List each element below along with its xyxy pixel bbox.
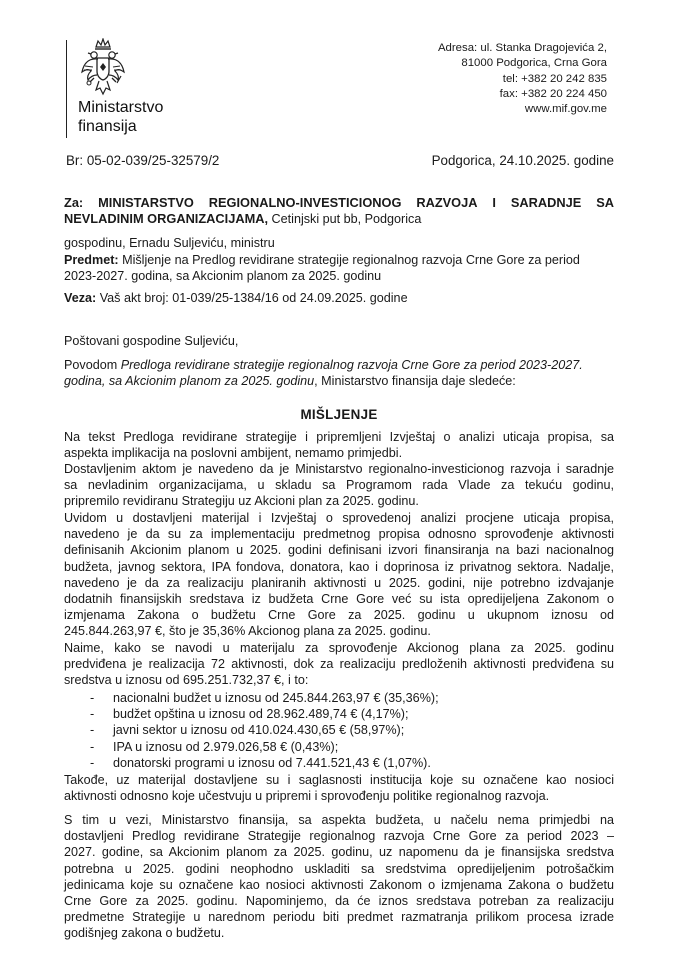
ministry-name <box>78 98 163 136</box>
paragraph-line: aspekta implikacija na poslovni ambijent, nemamo primjedbi. <box>64 446 403 461</box>
funding-item-text: donatorski programi u iznosu od 7.441.521,43 € (1,07%). <box>113 755 431 770</box>
address-phone: tel: +382 20 242 835 <box>502 72 607 85</box>
paragraph-line: sredstva u iznosu od 695.251.732,37 €, i to: <box>64 673 309 688</box>
paragraph-line: navedeno je da za realizaciju planiranih aktivnosti u 2025. godini, nije potrebno izdvajanje <box>64 575 614 590</box>
list-bullet: - <box>90 707 95 722</box>
letter-date: Podgorica, 24.10.2025. godine <box>431 153 614 168</box>
funding-item <box>90 755 610 771</box>
paragraph-line: S tim u vezi, Ministarstvo finansija, sa aspekta budžeta, u načelu nema primjedbi na <box>64 813 614 827</box>
paragraph-no-remarks <box>64 429 614 461</box>
paragraph-line: navedeno je da su za implementaciju predmetnog propisa odnosno sprovođenje aktivnosti <box>64 527 614 542</box>
montenegro-coat-of-arms-icon <box>80 38 126 96</box>
recipient-word: REGIONALNO-INVESTICIONOG <box>208 195 402 210</box>
intro-paragraph <box>64 357 614 389</box>
funding-item-text: budžet opština u iznosu od 28.962.489,74 € (4,17%); <box>113 707 409 722</box>
recipient-address: Cetinjski put bb, Podgorica <box>268 212 422 227</box>
paragraph-line: Naime, kako se navodi u materijalu za sprovođenje Akcionog plana za 2025. godinu <box>64 641 614 655</box>
paragraph-line: predviđena je realizacija 72 aktivnosti, dok za realizaciju predloženih aktivnosti predviđena su <box>64 657 614 672</box>
paragraph-line: Dostavljenim aktom je navedeno da je Ministarstvo regionalno-investicionog razvoja i saradnje <box>64 462 614 476</box>
address-fax: fax: +382 20 224 450 <box>499 87 607 100</box>
paragraph-funding-sources <box>64 510 614 640</box>
reply-to-line <box>64 290 614 306</box>
list-bullet: - <box>90 739 95 754</box>
intro-prefix: Povodom <box>64 358 121 372</box>
letterhead-divider <box>66 40 67 138</box>
reply-to-text: Vaš akt broj: 01-039/25-1384/16 od 24.09.2025. godine <box>96 291 408 305</box>
paragraph-line: predmetne Strategije u narednom periodu biti predmet razmatranja prilikom procesa izrade <box>64 910 614 925</box>
subject-label: Predmet: <box>64 253 119 267</box>
paragraph-line: izmjenama Zakona o budžetu Crne Gore za 2025. godinu u ukupnom iznosu od <box>64 608 614 623</box>
address-street: Adresa: ul. Stanka Dragojevića 2, <box>437 42 607 54</box>
list-bullet: - <box>90 691 95 705</box>
recipient-name-end: NEVLADINIM ORGANIZACIJAMA, <box>64 211 269 227</box>
paragraph-line: Takođe, uz materijal dostavljene su i saglasnosti institucija koje su označene kao nosioci <box>64 773 614 787</box>
ministry-name-line1: Ministarstvo <box>78 99 164 116</box>
intro-document-title: Predloga revidirane strategije regionalnog razvoja Crne Gore za period 2023-2027. <box>120 358 583 372</box>
subject-block <box>64 252 614 284</box>
recipient-word: RAZVOJA <box>416 195 478 210</box>
intro-rest: , Ministarstvo finansija daje sledeće: <box>314 374 516 389</box>
paragraph-line: Uvidom u dostavljeni materijal i Izvještaj o sprovedenoj analizi procjene uticaja propisa, <box>64 511 614 525</box>
paragraph-line: definisanih Akcionim planom u 2025. godini definisani izvori finansiranja na bazi nacionalnog <box>64 543 614 558</box>
paragraph-line: jedinicama koje su označene kao nosioci aktivnosti Zakonom o izmjenama Zakona o budžetu <box>64 877 614 892</box>
paragraph-line: 2027. godine, sa Akcionim planom za 2025. godinu, uz napomenu da je finansijska sredstva <box>64 845 614 860</box>
recipient-word: SA <box>596 195 614 210</box>
funding-item-text: IPA u iznosu od 2.979.026,58 € (0,43%); <box>113 739 339 754</box>
paragraph-submission <box>64 461 614 510</box>
paragraph-conclusion <box>64 812 614 942</box>
salutation: Poštovani gospodine Suljeviću, <box>64 334 239 348</box>
recipient-attention: gospodinu, Ernadu Suljeviću, ministru <box>64 236 275 250</box>
address-website: www.mif.gov.me <box>524 103 607 116</box>
paragraph-line: Crne Gore za 2025. godinu. Napominjemo, da će iznos sredstava potreban za realizaciju <box>64 894 614 909</box>
opinion-heading: MIŠLJENJE <box>300 407 378 422</box>
funding-item <box>90 706 610 722</box>
funding-item <box>90 690 610 706</box>
list-bullet: - <box>90 723 95 738</box>
address-city: 81000 Podgorica, Crna Gora <box>461 57 607 70</box>
paragraph-line: pripremilo revidiranu Strategiju uz Akcioni plan za 2025. godinu. <box>64 494 419 509</box>
paragraph-line: budžeta, javnog sektora, IPA fondova, donatora, kao i doprinosa iz privatnog sektora. Nadalje, <box>64 559 614 574</box>
recipient-word: SARADNJE <box>510 195 582 210</box>
recipient-line2 <box>64 211 614 227</box>
funding-item-text: javni sektor u iznosu od 410.024.430,65 € (58,97%); <box>113 723 405 738</box>
funding-list <box>90 690 610 771</box>
recipient-word: MINISTARSTVO <box>98 195 194 210</box>
funding-item <box>90 722 610 738</box>
paragraph-consents <box>64 772 614 804</box>
intro-document-title-end: godina, sa Akcionim planom za 2025. godinu <box>64 374 315 389</box>
ministry-name-line2: finansija <box>78 118 137 135</box>
intro-line2 <box>64 373 614 389</box>
paragraph-line: aktivnosti odnosno koje učestvuju u pripremi i sprovođenju politike regionalnog razvoja. <box>64 789 550 804</box>
paragraph-line: Na tekst Predloga revidirane strategije i pripremljeni Izvještaj o analizi uticaja propisa, sa <box>64 430 614 444</box>
paragraph-action-plan <box>64 640 614 689</box>
paragraph-line: sa nevladinim organizacijama, u skladu sa Programom rada Vlade za tekuću godinu, <box>64 478 614 493</box>
paragraph-line: dostavljeni Predlog revidirane Strategije regionalnog razvoja Crne Gore za period 2023 – <box>64 829 614 844</box>
recipient-line1 <box>64 195 614 211</box>
subject-line1 <box>64 252 614 268</box>
ministry-address-block <box>438 41 607 117</box>
funding-item <box>90 739 610 755</box>
paragraph-line: dodatnih finansijskih sredstava iz budžeta Crne Gore već su ista opredijeljena Zakonom o <box>64 592 614 607</box>
reply-to-label: Veza: <box>64 291 97 305</box>
reference-number: Br: 05-02-039/25-32579/2 <box>66 153 220 168</box>
subject-text-2: 2023-2027. godina, sa Akcionim planom za 2025. godinu <box>64 269 382 284</box>
funding-item-text: nacionalni budžet u iznosu od 245.844.263,97 € (35,36%); <box>113 691 439 705</box>
recipient-label: Za: <box>64 195 84 210</box>
recipient-word: I <box>492 195 496 210</box>
subject-text-1: Mišljenje na Predlog revidirane strategije regionalnog razvoja Crne Gore za period <box>118 253 580 267</box>
list-bullet: - <box>90 755 95 770</box>
recipient-block <box>64 195 614 227</box>
intro-line1 <box>64 357 614 373</box>
paragraph-line: potrebna u 2025. godini neophodno uskladiti sa sredstvima opredijeljenim potrošačkim <box>64 861 614 876</box>
paragraph-line: godišnjeg zakona o budžetu. <box>64 926 225 941</box>
paragraph-line: 245.844.263,97 €, što je 35,36% Akcionog plana za 2025. godinu. <box>64 624 431 639</box>
